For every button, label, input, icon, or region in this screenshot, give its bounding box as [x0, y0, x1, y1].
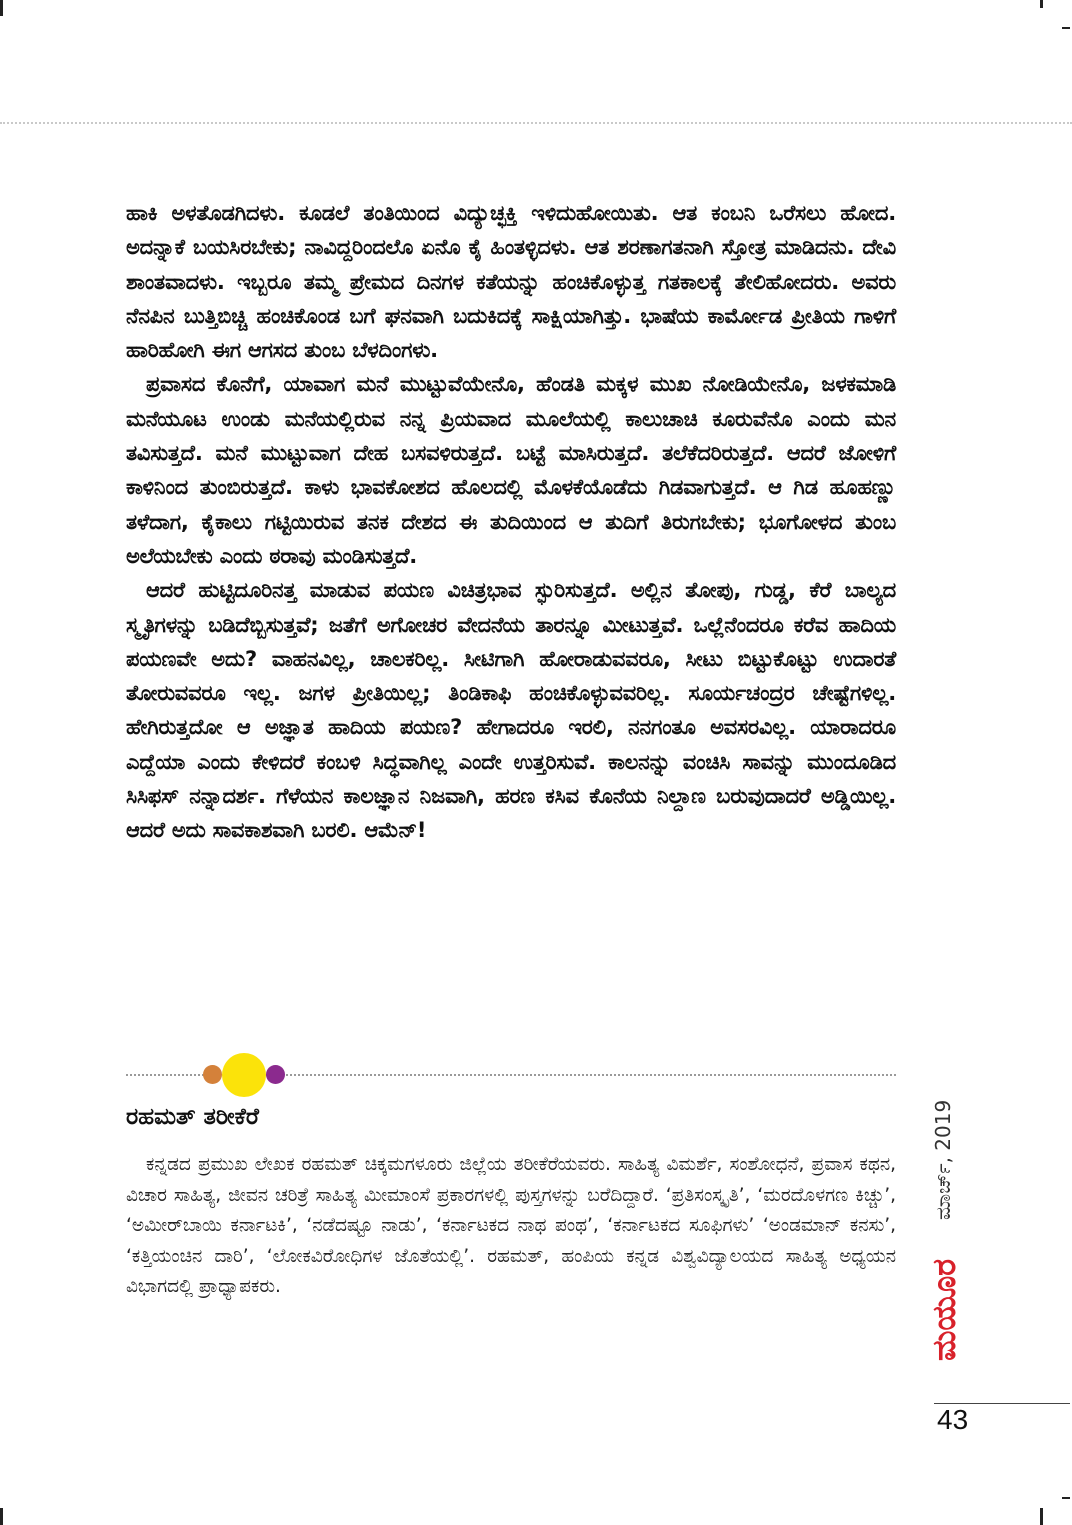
author-bio-text: ಕನ್ನಡದ ಪ್ರಮುಖ ಲೇಖಕ ರಹಮತ್ ಚಿಕ್ಕಮಗಳೂರು ಜಿಲ್ಲೆಯ ತರೀಕೆರೆಯವರು. ಸಾಹಿತ್ಯ ವಿಮರ್ಶೆ, ಸಂಶೋಧನೆ, ಪ್ರವಾಸ ಕಥನ, ವಿಚಾರ ಸಾಹಿತ್ಯ, ಜೀವನ ಚರಿತ್ರೆ ಸಾಹಿತ್ಯ ಮೀಮಾಂಸೆ ಪ್ರಕಾರಗಳಲ್ಲಿ ಪುಸ್ತಗಳನ್ನು ಬರೆದಿದ್ದಾರೆ. ‘ಪ್ರತಿಸಂಸ್ಕೃತಿ’, ‘ಮರದೊಳಗಣ ಕಿಚ್ಚು’, ‘ಅಮೀರ್‌ಬಾಯಿ ಕರ್ನಾಟಕಿ’, ‘ನಡೆದಷ್ಟೂ ನಾಡು’, ‘ಕರ್ನಾಟಕದ ನಾಥ ಪಂಥ’, ‘ಕರ್ನಾಟಕದ ಸೂಫಿಗಳು’ ‘ಅಂಡಮಾನ್ ಕನಸು’, ‘ಕತ್ತಿಯಂಚಿನ ದಾರಿ’, ‘ಲೋಕವಿರೋಧಿಗಳ ಜೊತೆಯಲ್ಲಿ’. ರಹಮತ್, ಹಂಪಿಯ ಕನ್ನಡ ವಿಶ್ವವಿದ್ಯಾಲಯದ ಸಾಹಿತ್ಯ ಅಧ್ಯಯನ ವಿಭಾಗದಲ್ಲಿ ಪ್ರಾಧ್ಯಾಪಕರು. [126, 1154, 896, 1297]
crop-mark [1062, 27, 1070, 29]
author-name: ರಹಮತ್ ತರೀಕೆರೆ [126, 1104, 259, 1130]
yellow-dot [222, 1053, 266, 1097]
article-paragraph: ಹಾಕಿ ಅಳತೊಡಗಿದಳು. ಕೂಡಲೆ ತಂತಿಯಿಂದ ವಿದ್ಯುಚ್ಛಕ್ತಿ ಇಳಿದುಹೋಯಿತು. ಆತ ಕಂಬನಿ ಒರೆಸಲು ಹೋದ. ಅದನ್ನಾಕೆ ಬಯಸಿರಬೇಕು; ನಾವಿದ್ದರಿಂದಲೊ ಏನೊ ಕೈ ಹಿಂತಳ್ಳಿದಳು. ಆತ ಶರಣಾಗತನಾಗಿ ಸ್ತೋತ್ರ ಮಾಡಿದನು. ದೇವಿ ಶಾಂತವಾದಳು. ಇಬ್ಬರೂ ತಮ್ಮ ಪ್ರೇಮದ ದಿನಗಳ ಕತೆಯನ್ನು ಹಂಚಿಕೊಳ್ಳುತ್ತ ಗತಕಾಲಕ್ಕೆ ತೇಲಿಹೋದರು. ಅವರು ನೆನಪಿನ ಬುತ್ತಿಬಿಚ್ಚಿ ಹಂಚಿಕೊಂಡ ಬಗೆ ಘನವಾಗಿ ಬದುಕಿದಕ್ಕೆ ಸಾಕ್ಷಿಯಾಗಿತ್ತು. ಭಾಷೆಯ ಕಾರ್ಮೋಡ ಪ್ರೀತಿಯ ಗಾಳಿಗೆ ಹಾರಿಹೋಗಿ ಈಗ ಆಗಸದ ತುಂಬ ಬೆಳದಿಂಗಳು. [126, 201, 896, 363]
crop-mark [0, 0, 3, 16]
article-paragraph: ಆದರೆ ಹುಟ್ಟಿದೂರಿನತ್ತ ಮಾಡುವ ಪಯಣ ವಿಚಿತ್ರಭಾವ ಸ್ಫುರಿಸುತ್ತದೆ. ಅಲ್ಲಿನ ತೋಪು, ಗುಡ್ಡ, ಕೆರೆ ಬಾಲ್ಯದ ಸ್ಮೃತಿಗಳನ್ನು ಬಡಿದೆಬ್ಬಿಸುತ್ತವೆ; ಜತೆಗೆ ಅಗೋಚರ ವೇದನೆಯ ತಾರನ್ನೂ ಮೀಟುತ್ತವೆ. ಒಲ್ಲೆನೆಂದರೂ ಕರೆವ ಹಾದಿಯ ಪಯಣವೇ ಅದು? ವಾಹನವಿಲ್ಲ, ಚಾಲಕರಿಲ್ಲ. ಸೀಟಿಗಾಗಿ ಹೋರಾಡುವವರೂ, ಸೀಟು ಬಿಟ್ಟುಕೊಟ್ಟು ಉದಾರತೆ ತೋರುವವರೂ ಇಲ್ಲ. ಜಗಳ ಪ್ರೀತಿಯಿಲ್ಲ; ತಿಂಡಿಕಾಫಿ ಹಂಚಿಕೊಳ್ಳುವವರಿಲ್ಲ. ಸೂರ್ಯಚಂದ್ರರ ಚೇಷ್ಟೆಗಳಿಲ್ಲ. ಹೇಗಿರುತ್ತದೋ ಆ ಅಜ್ಞಾತ ಹಾದಿಯ ಪಯಣ? ಹೇಗಾದರೂ ಇರಲಿ, ನನಗಂತೂ ಅವಸರವಿಲ್ಲ. ಯಾರಾದರೂ ಎದ್ದೆಯಾ ಎಂದು ಕೇಳಿದರೆ ಕಂಬಳಿ ಸಿದ್ಧವಾಗಿಲ್ಲ ಎಂದೇ ಉತ್ತರಿಸುವೆ. ಕಾಲನನ್ನು ವಂಚಿಸಿ ಸಾವನ್ನು ಮುಂದೂಡಿದ ಸಿಸಿಫಸ್ ನನ್ನಾದರ್ಶ. ಗೆಳೆಯನ ಕಾಲಜ್ಞಾನ ನಿಜವಾಗಿ, ಹರಣ ಕಸಿವ ಕೊನೆಯ ನಿಲ್ದಾಣ ಬರುವುದಾದರೆ ಅಡ್ಡಿಯಿಲ್ಲ. ಆದರೆ ಅದು ಸಾವಕಾಶವಾಗಿ ಬರಲಿ. ಆಮೆನ್! [126, 578, 896, 843]
author-bio [126, 1150, 896, 1303]
crop-mark [0, 1508, 3, 1525]
page-number: 43 [937, 1404, 969, 1435]
article-body [126, 196, 896, 848]
purple-dot [266, 1065, 285, 1084]
issue-date: ಮಾರ್ಚ್, 2019 [931, 1099, 955, 1220]
orange-dot [203, 1065, 222, 1084]
crop-mark [1062, 1497, 1070, 1499]
header-dotted-rule [0, 122, 1072, 124]
magazine-name: ಮಯೂರ [925, 1258, 963, 1362]
article-paragraph: ಪ್ರವಾಸದ ಕೊನೆಗೆ, ಯಾವಾಗ ಮನೆ ಮುಟ್ಟುವೆಯೇನೊ, ಹೆಂಡತಿ ಮಕ್ಕಳ ಮುಖ ನೋಡಿಯೇನೊ, ಜಳಕಮಾಡಿ ಮನೆಯೂಟ ಉಂಡು ಮನೆಯಲ್ಲಿರುವ ನನ್ನ ಪ್ರಿಯವಾದ ಮೂಲೆಯಲ್ಲಿ ಕಾಲುಚಾಚಿ ಕೂರುವೆನೊ ಎಂದು ಮನ ತವಿಸುತ್ತದೆ. ಮನೆ ಮುಟ್ಟುವಾಗ ದೇಹ ಬಸವಳಿರುತ್ತದೆ. ಬಟ್ಟೆ ಮಾಸಿರುತ್ತದೆ. ತಲೆಕೆದರಿರುತ್ತದೆ. ಆದರೆ ಜೋಳಿಗೆ ಕಾಳಿನಿಂದ ತುಂಬಿರುತ್ತದೆ. ಕಾಳು ಭಾವಕೋಶದ ಹೊಲದಲ್ಲಿ ಮೊಳಕೆಯೊಡೆದು ಗಿಡವಾಗುತ್ತದೆ. ಆ ಗಿಡ ಹೂಹಣ್ಣು ತಳೆದಾಗ, ಕೈಕಾಲು ಗಟ್ಟಿಯಿರುವ ತನಕ ದೇಶದ ಈ ತುದಿಯಿಂದ ಆ ತುದಿಗೆ ತಿರುಗಬೇಕು; ಭೂಗೋಳದ ತುಂಬ ಅಲೆಯಬೇಕು ಎಂದು ಠರಾವು ಮಂಡಿಸುತ್ತದೆ. [126, 372, 896, 568]
crop-mark [1040, 1508, 1043, 1525]
crop-mark [1040, 0, 1043, 8]
